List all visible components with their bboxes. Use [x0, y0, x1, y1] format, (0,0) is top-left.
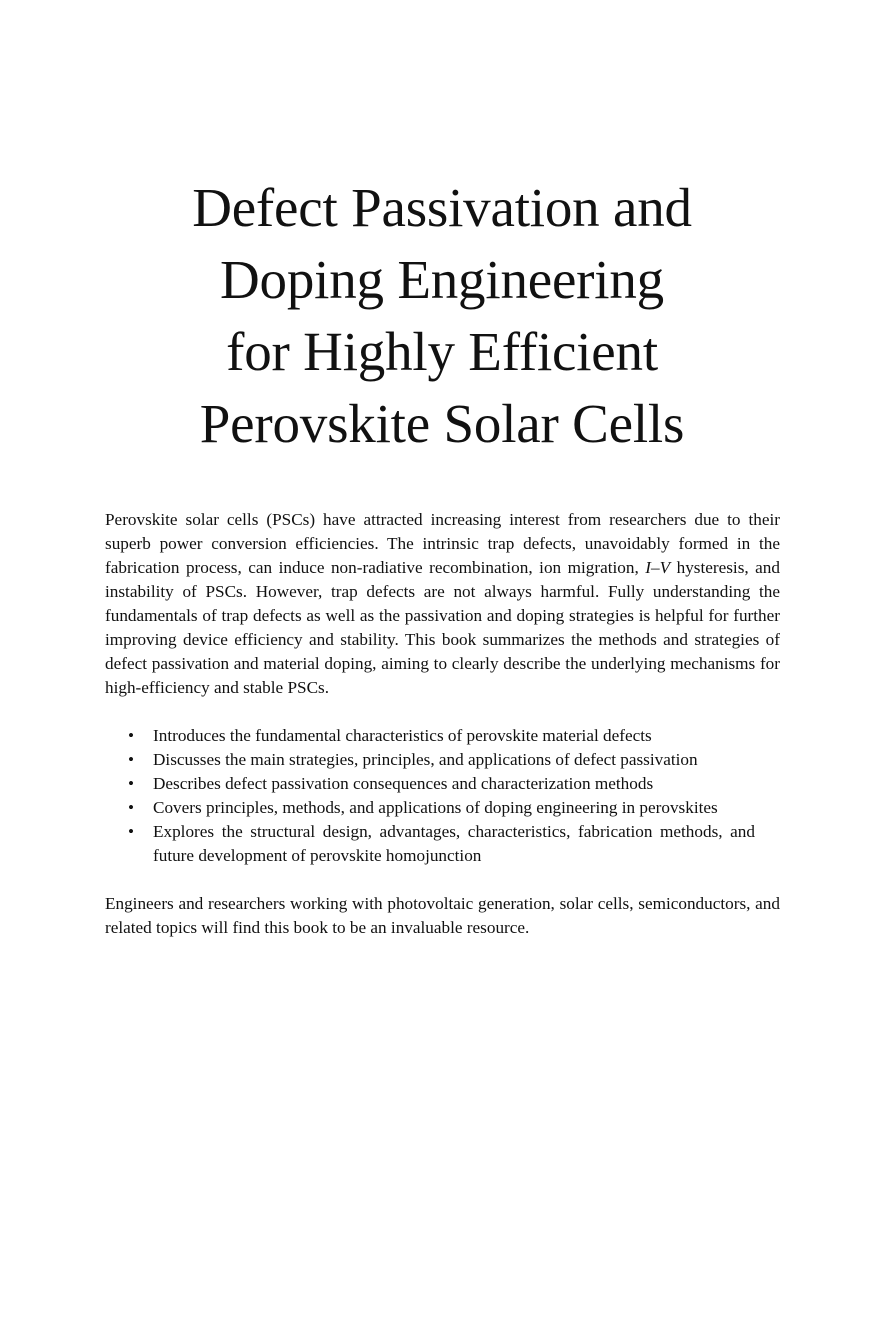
- title-line: Doping Engineering: [220, 249, 664, 310]
- list-item: [105, 772, 780, 796]
- list-item-text: Explores the structural design, advantages, characteristics, fabrication methods, and future development of perovskite homojunction: [153, 822, 755, 865]
- list-item: [105, 724, 780, 748]
- feature-list: [105, 724, 780, 868]
- list-item-text: Discusses the main strategies, principles, and applications of defect passivation: [153, 750, 698, 769]
- title-line: Defect Passivation and: [192, 177, 692, 238]
- list-item: [105, 820, 780, 868]
- list-item-text: Introduces the fundamental characteristics of perovskite material defects: [153, 726, 652, 745]
- title-line: for Highly Efficient: [226, 321, 658, 382]
- back-cover-text: [105, 508, 780, 940]
- description-paragraph: [105, 508, 780, 700]
- audience-paragraph: Engineers and researchers working with photovoltaic generation, solar cells, semiconductors, and related topics will find this book to be an invaluable resource.: [105, 894, 780, 937]
- list-item: [105, 796, 780, 820]
- bullet-icon: •: [128, 822, 135, 841]
- list-item-text: Describes defect passivation consequences and characterization methods: [153, 774, 654, 793]
- bullet-icon: •: [128, 726, 135, 745]
- bullet-icon: •: [128, 750, 135, 769]
- bullet-icon: •: [128, 798, 135, 817]
- book-title: [0, 172, 884, 460]
- iv-term: I–V: [645, 558, 671, 577]
- title-line: Perovskite Solar Cells: [199, 393, 685, 454]
- description-text: Perovskite solar cells (PSCs) have attracted increasing interest from researchers due to their superb power conversion efficiencies. The intrinsic trap defects, unavoidably formed in the fabrication process, can induce non-radiative recombination, ion migration,: [105, 510, 780, 577]
- list-item-text: Covers principles, methods, and applications of doping engineering in perovskites: [153, 798, 718, 817]
- description-text: hysteresis, and instability of PSCs. However, trap defects are not always harmful. Fully understanding the fundamentals of trap defects as well as the passivation and doping strategies is helpful for further improving device efficiency and stability. This book summarizes the methods and strategies of defect passivation and material doping, aiming to clearly describe the underlying mechanisms for high-efficiency and stable PSCs.: [105, 558, 780, 697]
- list-item: [105, 748, 780, 772]
- bullet-icon: •: [128, 774, 135, 793]
